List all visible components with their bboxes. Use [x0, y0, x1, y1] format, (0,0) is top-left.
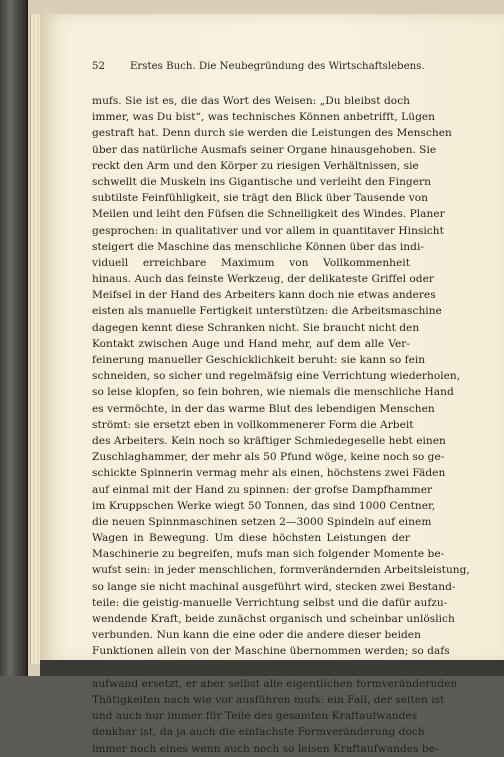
running-header	[92, 61, 452, 72]
text-line: Funktionen allein von der Maschine übernommen werden; so dafs	[92, 645, 450, 658]
text-line: Kontakt zwischen Auge und Hand mehr, auf dem alle Ver-	[92, 337, 410, 350]
text-line: Maschinerie zu begreifen, mufs man sich folgender Momente be-	[92, 548, 445, 561]
text-line: denkbar ist, da ja auch die einfachste Formveränderung doch	[92, 726, 425, 739]
text-line: strömt: sie ersetzt eben in vollkommenerer Form die Arbeit	[92, 418, 414, 431]
text-line: wufst sein: in jeder menschlichen, formverändernden Arbeitsleistung,	[92, 564, 470, 577]
text-line: Wagen in Bewegung. Um diese höchsten Leistungen der	[92, 532, 410, 545]
text-line: verbunden. Nun kann die eine oder die andere dieser beiden	[92, 629, 421, 642]
text-line: immer, was Du bist“, was technisches Können anbetrifft, Lügen	[92, 111, 436, 124]
text-line: subtilste Feinfühligkeit, sie trägt den Blick über Tausende von	[92, 192, 428, 205]
text-line: wendende Kraft, beide zunächst organisch und scheinbar unlöslich	[92, 613, 455, 625]
text-line: schneiden, so sicher und regelmäfsig eine Verrichtung wiederholen,	[92, 370, 461, 383]
text-line: teile: die geistig-manuelle Verrichtung selbst und die dafür aufzu-	[92, 596, 448, 609]
text-line: des Arbeiters. Kein noch so kräftiger Schmiedegeselle hebt einen	[92, 434, 446, 447]
text-line: gesprochen: in qualitativer und vor allem in quantitaver Hinsicht	[92, 224, 444, 237]
text-line: hinaus. Auch das feinste Werkzeug, der delikateste Griffel oder	[92, 273, 434, 286]
text-line: so leise klopfen, so fein bohren, wie niemals die menschliche Hand	[92, 386, 454, 399]
bottom-edge	[40, 660, 504, 676]
text-line: gestraft hat. Denn durch sie werden die Leistungen des Menschen	[92, 127, 452, 140]
text-line: so lange sie nicht machinal ausgeführt wird, stecken zwei Bestand-	[92, 580, 456, 593]
text-line: und auch nur immer für Teile des gesamten Kraftaufwandes	[92, 710, 418, 723]
text-line: schickte Spinnerin vermag mehr als einen, höchstens zwei Fäden	[92, 467, 446, 480]
text-line: im Kruppschen Werke wiegt 50 Tonnen, das sind 1000 Centner,	[92, 499, 436, 512]
text-line: Meifsel in der Hand des Arbeiters kann doch nie etwas anderes	[92, 289, 436, 302]
text-line: eisten als manuelle Fertigkeit unterstützen: die Arbeitsmaschine	[92, 305, 442, 318]
body-text	[92, 93, 470, 757]
text-line: aufwand ersetzt, er aber selbst alle eigentlichen formverändernden	[92, 677, 458, 690]
text-line: mufs. Sie ist es, die das Wort des Weisen: „Du bleibst doch	[92, 95, 410, 107]
text-line: Zuschlaghammer, der mehr als 50 Pfund wöge, keine noch so ge-	[92, 451, 445, 464]
text-line: es vermöchte, in der das warme Blut des lebendigen Menschen	[92, 402, 435, 415]
text-line: dagegen kennt diese Schranken nicht. Sie braucht nicht den	[92, 321, 420, 334]
text-line: die neuen Spinnmaschinen setzen 2—3000 Spindeln auf einem	[92, 515, 432, 528]
text-line: immer noch eines wenn auch noch so leisen Kraftaufwandes be-	[92, 742, 439, 755]
text-line: über das natürliche Ausmafs seiner Organe hinausgehoben. Sie	[92, 143, 437, 156]
running-title: Erstes Buch. Die Neubegründung des Wirtschaftslebens.	[130, 61, 425, 72]
text-line: steigert die Maschine das menschliche Können über das indi-	[92, 240, 424, 253]
text-line: viduell erreichbare Maximum von Vollkommenheit	[92, 256, 410, 269]
page-number: 52	[92, 61, 105, 72]
text-line: Meilen und leiht den Füfsen die Schnelligkeit des Windes. Planer	[92, 208, 445, 221]
text-line: reckt den Arm und den Körper zu riesigen Verhältnissen, sie	[92, 159, 419, 172]
text-line: schwellt die Muskeln ins Gigantische und verleiht den Fingern	[92, 175, 431, 188]
text-line: auf einmal mit der Hand zu spinnen: der grofse Dampfhammer	[92, 483, 433, 496]
text-line: feinerung manueller Geschicklichkeit beruht: sie kann so fein	[92, 354, 426, 366]
text-line: Thätigkeiten nach wie vor ausführen mufs: ein Fall, der selten ist	[92, 693, 445, 706]
